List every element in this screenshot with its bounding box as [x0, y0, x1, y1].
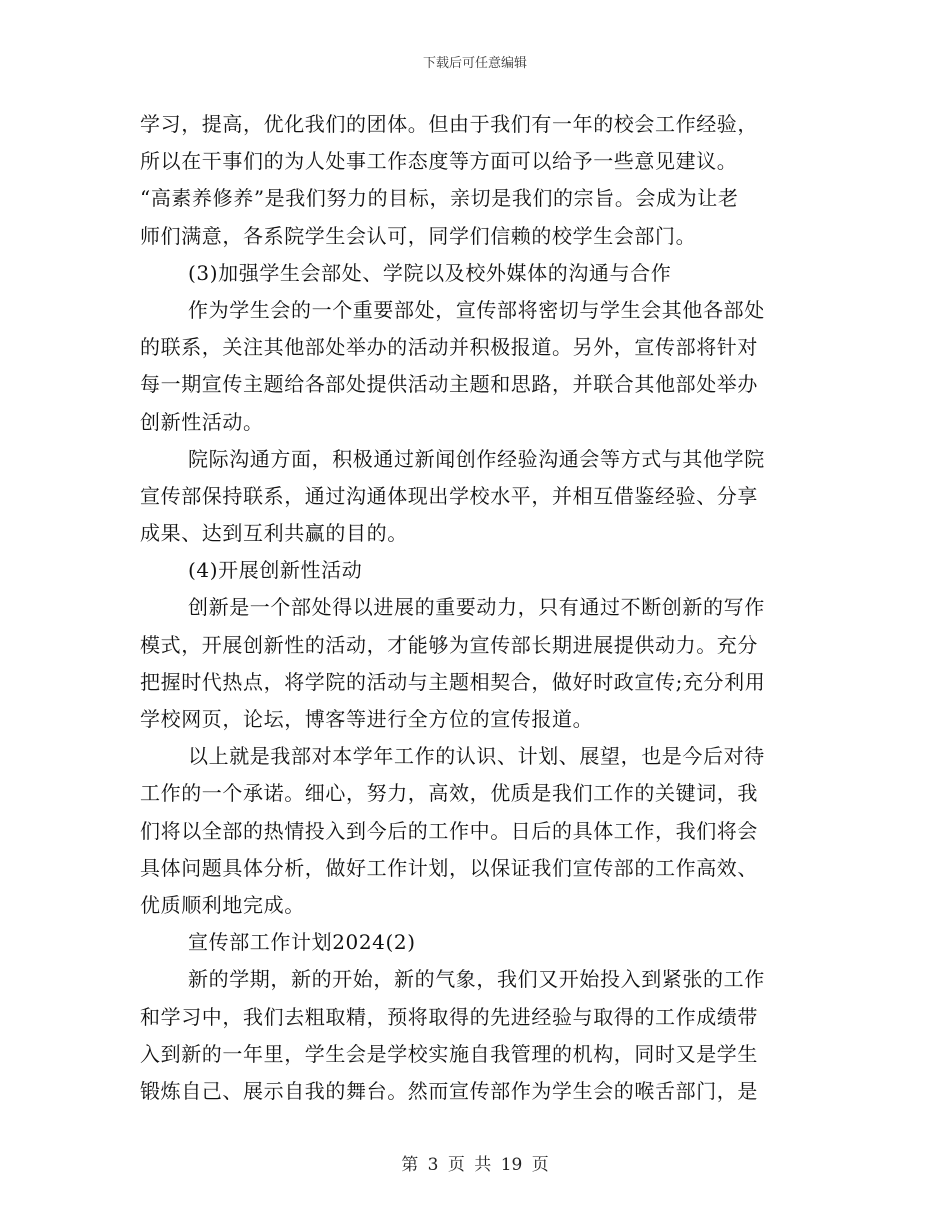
text-line: 院际沟通方面，积极通过新闻创作经验沟通会等方式与其他学院 [188, 446, 765, 471]
text-line: 具体问题具体分析，做好工作计划，以保证我们宣传部的工作高效、 [140, 855, 758, 880]
text-line: 宣传部保持联系，通过沟通体现出学校水平，并相互借鉴经验、分享 [140, 483, 758, 508]
text-line: 创新性活动。 [140, 409, 264, 434]
text-line: 锻炼自己、展示自我的舞台。然而宣传部作为学生会的喉舌部门，是 [140, 1078, 758, 1103]
section-heading: 宣传部工作计划2024(2) [188, 930, 416, 955]
text-line: 模式，开展创新性的活动，才能够为宣传部长期进展提供动力。充分 [140, 632, 758, 657]
text-line: 师们满意，各系院学生会认可，同学们信赖的校学生会部门。 [140, 223, 697, 248]
text-line: 新的学期，新的开始，新的气象，我们又开始投入到紧张的工作 [188, 967, 765, 992]
section-heading: (4)开展创新性活动 [188, 558, 363, 583]
document-body [140, 106, 820, 1110]
section-heading: (3)加强学生会部处、学院以及校外媒体的沟通与合作 [188, 260, 672, 285]
text-line: 的联系，关注其他部处举办的活动并积极报道。另外，宣传部将针对 [140, 335, 758, 360]
text-line: 们将以全部的热情投入到今后的工作中。日后的具体工作，我们将会 [140, 818, 758, 843]
text-line: 优质顺利地完成。 [140, 892, 305, 917]
text-line: 每一期宣传主题给各部处提供活动主题和思路，并联合其他部处举办 [140, 372, 758, 397]
text-line: 成果、达到互利共赢的目的。 [140, 521, 408, 546]
text-line: 和学习中，我们去粗取精，预将取得的先进经验与取得的工作成绩带 [140, 1004, 758, 1029]
text-line: 把握时代热点，将学院的活动与主题相契合，做好时政宣传;充分利用 [140, 669, 766, 694]
page-number: 第 3 页 共 19 页 [401, 1155, 549, 1175]
text-line: 创新是一个部处得以进展的重要动力，只有通过不断创新的写作 [188, 595, 765, 620]
text-line: “高素养修养”是我们努力的目标，亲切是我们的宗旨。会成为让老 [140, 186, 739, 211]
page-header: 下载后可任意编辑 [422, 56, 527, 71]
text-line: 以上就是我部对本学年工作的认识、计划、展望，也是今后对待 [188, 744, 765, 769]
text-line: 学习，提高，优化我们的团体。但由于我们有一年的校会工作经验， [140, 112, 758, 136]
text-line: 所以在干事们的为人处事工作态度等方面可以给予一些意见建议。 [140, 149, 738, 174]
text-line: 学校网页，论坛，博客等进行全方位的宣传报道。 [140, 707, 594, 731]
text-line: 作为学生会的一个重要部处，宣传部将密切与学生会其他各部处 [188, 297, 765, 322]
text-line: 工作的一个承诺。细心，努力，高效，优质是我们工作的关键词，我 [140, 781, 758, 806]
text-line: 入到新的一年里，学生会是学校实施自我管理的机构，同时又是学生 [140, 1041, 758, 1066]
